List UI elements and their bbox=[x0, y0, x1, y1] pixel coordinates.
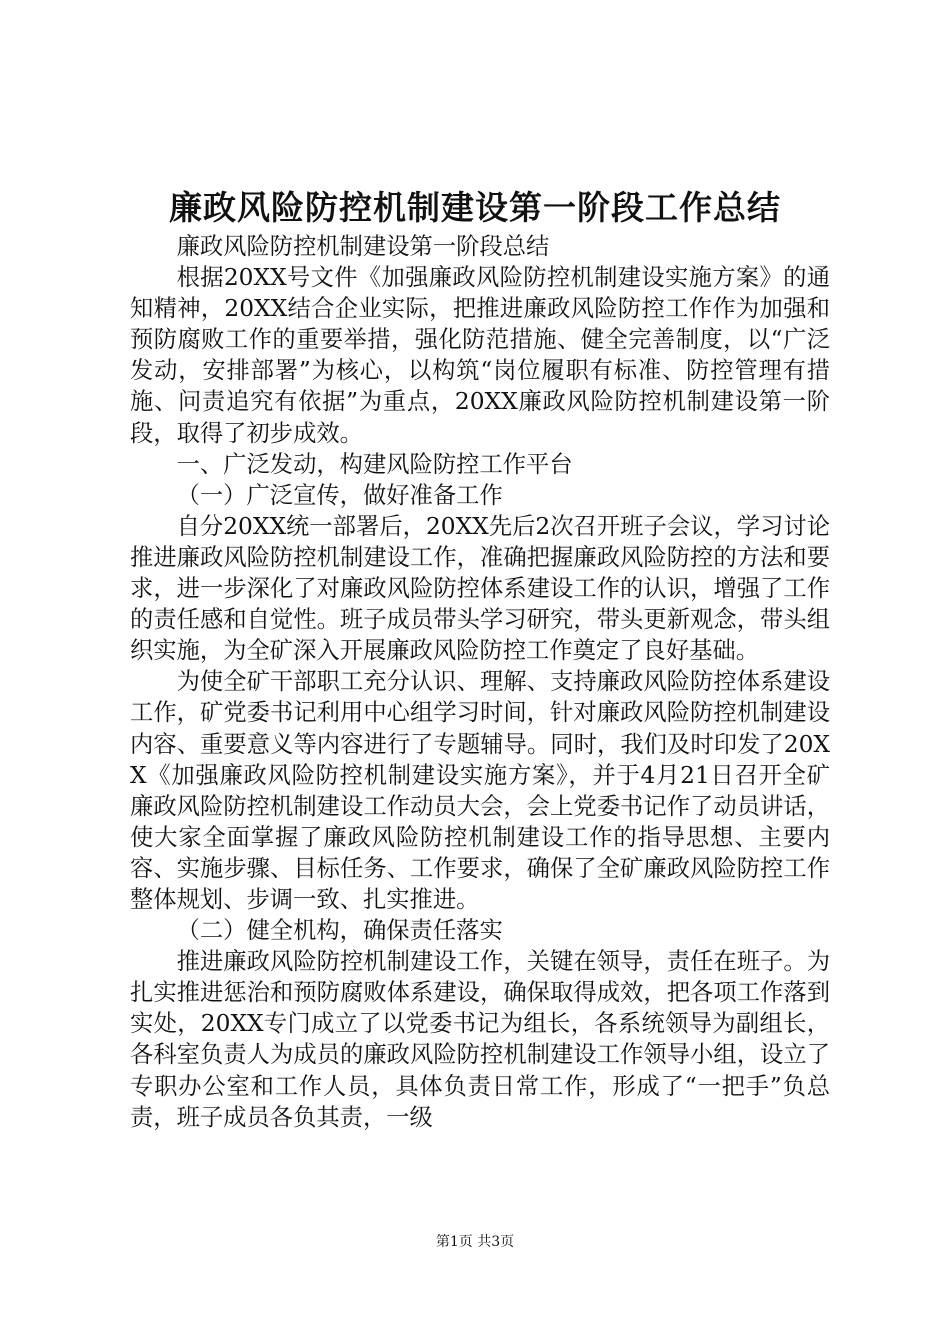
body-paragraph: 为使全矿干部职工充分认识、理解、支持廉政风险防控体系建设工作，矿党委书记利用中心组学习时间，针对廉政风险防控机制建设内容、重要意义等内容进行了专题辅导。同时，我们及时印发了20XX《加强廉政风险防控机制建设实施方案》，并于4月21日召开全矿廉政风险防控机制建设工作动员大会，会上党委书记作了动员讲话，使大家全面掌握了廉政风险防控机制建设工作的指导思想、主要内容、实施步骤、目标任务、工作要求，确保了全矿廉政风险防控工作整体规划、步调一致、扎实推进。 bbox=[130, 668, 830, 913]
document-body bbox=[130, 231, 830, 1133]
intro-paragraph: 根据20XX号文件《加强廉政风险防控机制建设实施方案》的通知精神，20XX结合企业实际，把推进廉政风险防控工作作为加强和预防腐败工作的重要举措，强化防范措施、健全完善制度，以“广泛发动，安排部署”为核心，以构筑“岗位履职有标准、防控管理有措施、问责追究有依据”为重点，20XX廉政风险防控机制建设第一阶段，取得了初步成效。 bbox=[130, 264, 830, 447]
section-heading-1: 一、广泛发动，构建风险防控工作平台 bbox=[176, 450, 573, 478]
page-number-footer: 第1页 共3页 bbox=[435, 1234, 515, 1250]
body-paragraph: 推进廉政风险防控机制建设工作，关键在领导，责任在班子。为扎实推进惩治和预防腐败体系建设，确保取得成效，把各项工作落到实处，20XX专门成立了以党委书记为组长，各系统领导为副组长，各科室负责人为成员的廉政风险防控机制建设工作领导小组，设立了专职办公室和工作人员，具体负责日常工作，形成了“一把手”负总责，班子成员各负其责，一级 bbox=[130, 948, 830, 1131]
subtitle-paragraph: 廉政风险防控机制建设第一阶段总结 bbox=[176, 233, 550, 260]
subsection-heading-2: （二）健全机构，确保责任落实 bbox=[176, 917, 503, 945]
subsection-heading-1: （一）广泛宣传，做好准备工作 bbox=[176, 481, 503, 509]
document-title: 廉政风险防控机制建设第一阶段工作总结 bbox=[169, 188, 781, 227]
body-paragraph: 自分20XX统一部署后，20XX先后2次召开班子会议，学习讨论推进廉政风险防控机制建设工作，准确把握廉政风险防控的方法和要求，进一步深化了对廉政风险防控体系建设工作的认识，增强了工作的责任感和自觉性。班子成员带头学习研究，带头更新观念，带头组织实施，为全矿深入开展廉政风险防控工作奠定了良好基础。 bbox=[130, 512, 830, 665]
